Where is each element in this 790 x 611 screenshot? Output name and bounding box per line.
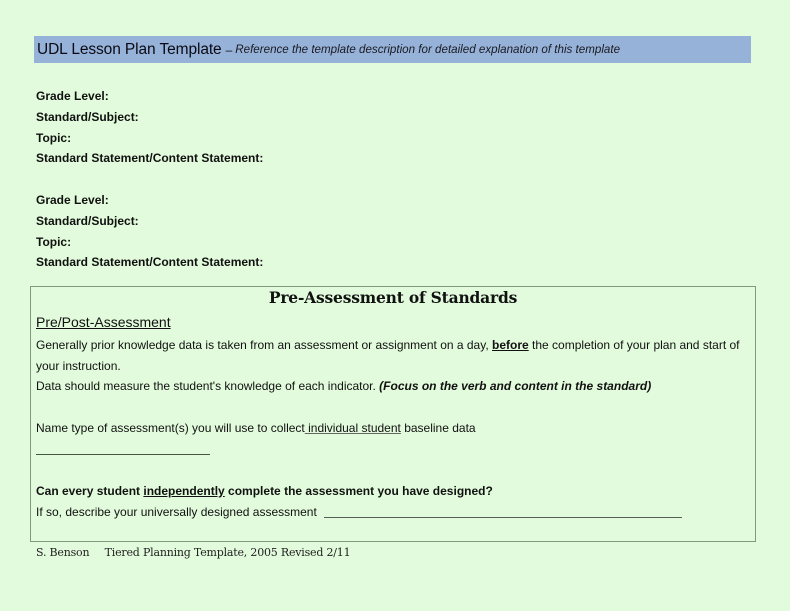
- topic-label: Topic:: [36, 130, 72, 145]
- page-footer: [36, 546, 350, 559]
- grade-level-label: Grade Level:: [36, 193, 109, 207]
- assessment-type-prompt: [36, 421, 476, 435]
- prior-knowledge-paragraph-continued: your instruction.: [36, 359, 121, 373]
- paragraph-text: Generally prior knowledge data is taken from an assessment or assignment on a day,: [36, 338, 493, 352]
- standard-statement-label: Standard Statement/Content Statement:: [36, 255, 264, 270]
- independence-question: [36, 484, 493, 498]
- emphasis-independently: independently: [143, 484, 225, 498]
- emphasis-individual-student: individual student: [304, 421, 401, 435]
- template-title: UDL Lesson Plan Template: [37, 40, 222, 58]
- footer-author: S. Benson: [36, 546, 90, 559]
- lesson-info-group-2: [36, 190, 263, 273]
- focus-note: (Focus on the verb and content in the standard): [379, 379, 652, 393]
- paragraph-text: the completion of your plan and start of: [528, 338, 740, 352]
- grade-level-label: Grade Level:: [36, 89, 109, 103]
- prompt-text: Name type of assessment(s) you will use to collect: [36, 421, 305, 435]
- paragraph-text: Data should measure the student's knowledge of each indicator.: [36, 379, 380, 393]
- describe-assessment-answer-line[interactable]: [324, 517, 682, 518]
- template-title-bar: [34, 36, 751, 63]
- section-title: Pre-Assessment of Standards: [268, 288, 518, 307]
- emphasis-before: before: [492, 338, 529, 352]
- question-text: Can every student: [36, 484, 144, 498]
- section-subheading: Pre/Post-Assessment: [36, 314, 171, 330]
- standard-subject-label: Standard/Subject:: [36, 213, 139, 228]
- title-separator: –: [225, 42, 233, 57]
- prompt-text: If so, describe your universally designed assessment: [36, 505, 317, 519]
- standard-subject-label: Standard/Subject:: [36, 109, 139, 124]
- footer-text: Tiered Planning Template, 2005 Revised 2/11: [104, 546, 351, 559]
- prompt-text: baseline data: [400, 421, 476, 435]
- prior-knowledge-paragraph: [36, 338, 740, 352]
- standard-statement-label: Standard Statement/Content Statement:: [36, 151, 264, 166]
- template-description: Reference the template description for detailed explanation of this template: [235, 43, 621, 56]
- describe-assessment-prompt: [36, 505, 682, 519]
- question-text: complete the assessment you have designed?: [224, 484, 493, 498]
- data-measure-paragraph: [36, 379, 651, 393]
- pre-assessment-section: [30, 286, 756, 542]
- assessment-type-answer-line[interactable]: [36, 454, 210, 455]
- lesson-info-group-1: [36, 86, 263, 169]
- topic-label: Topic:: [36, 234, 72, 249]
